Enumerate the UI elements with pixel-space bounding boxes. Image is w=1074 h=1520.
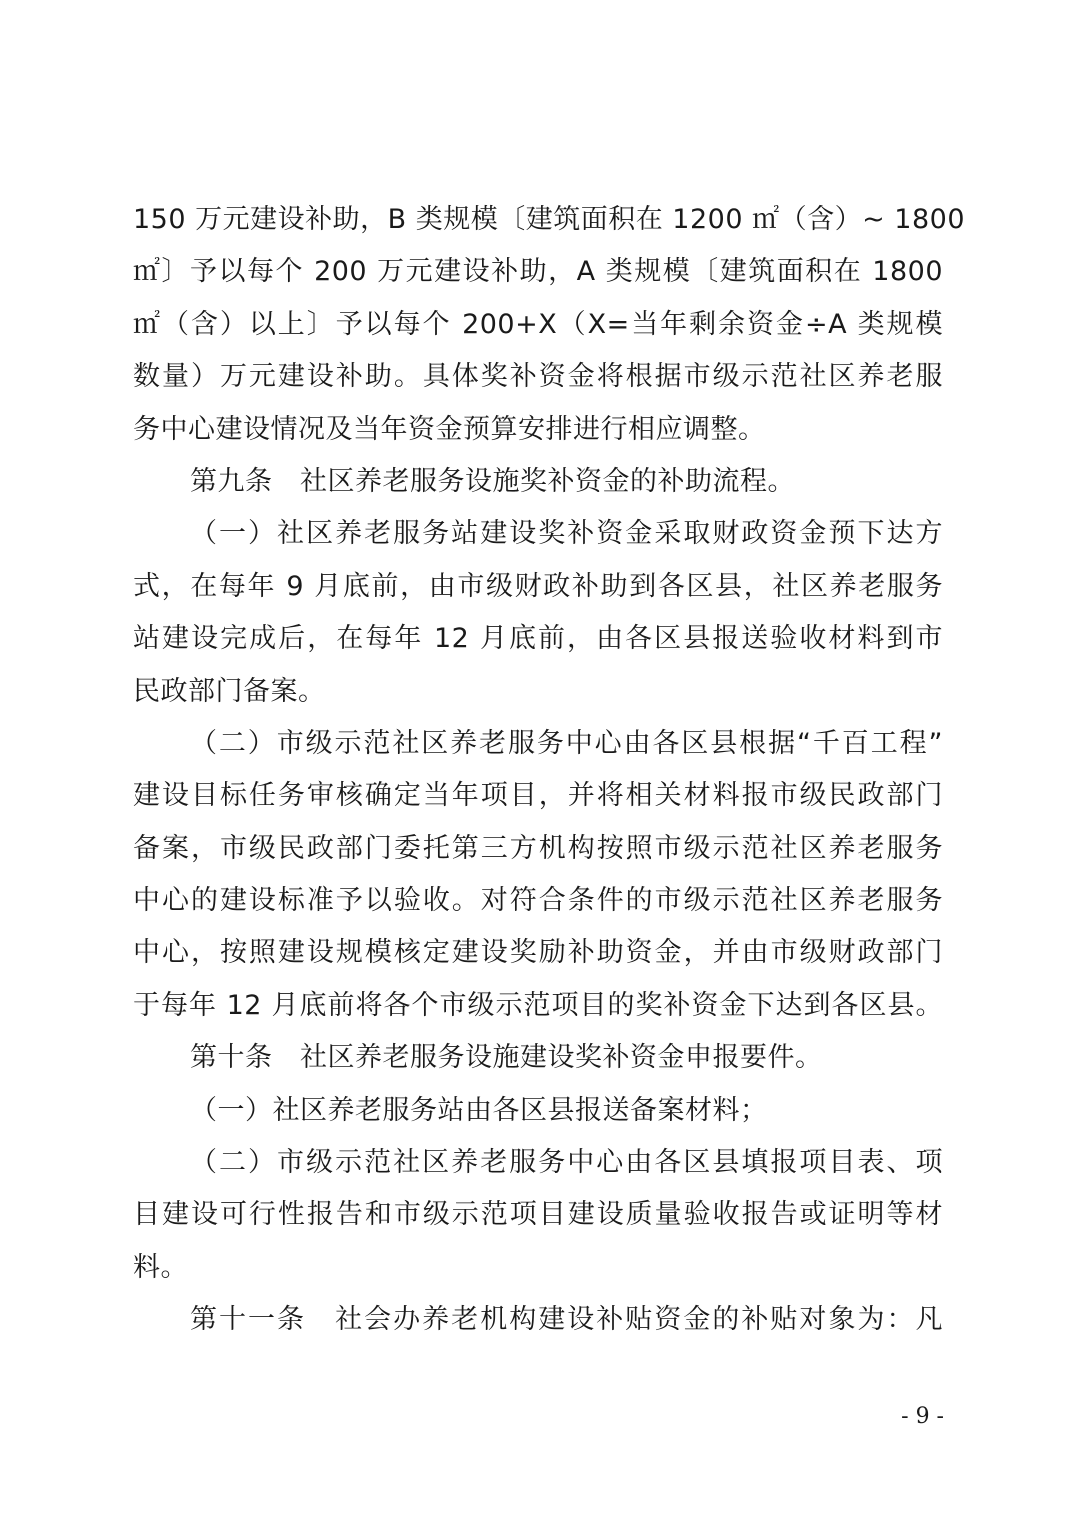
text-line: 建设目标任务审核确定当年项目，并将相关材料报市级民政部门 [133, 780, 943, 812]
text-line: （二）市级示范社区养老服务中心由各区县填报项目表、项 [190, 1147, 943, 1179]
text-line: （一）社区养老服务站建设奖补资金采取财政资金预下达方 [190, 518, 943, 550]
text-line: 目建设可行性报告和市级示范项目建设质量验收报告或证明等材 [133, 1199, 943, 1231]
text-line: 民政部门备案。 [133, 675, 326, 707]
text-line: ㎡（含）以上〕予以每个 200+X（X=当年剩余资金÷A 类规模 [133, 308, 943, 340]
page-number: - 9 - [901, 1404, 944, 1429]
text-line: 第九条 社区养老服务设施奖补资金的补助流程。 [190, 465, 795, 497]
text-line: 第十条 社区养老服务设施建设奖补资金申报要件。 [190, 1042, 823, 1074]
text-line: （二）市级示范社区养老服务中心由各区县根据“千百工程” [190, 727, 943, 759]
text-line: 中心的建设标准予以验收。对符合条件的市级示范社区养老服务 [133, 885, 943, 917]
text-line: 备案，市级民政部门委托第三方机构按照市级示范社区养老服务 [133, 832, 943, 864]
text-line: 站建设完成后，在每年 12 月底前，由各区县报送验收材料到市 [133, 623, 943, 655]
text-line: 第十一条 社会办养老机构建设补贴资金的补贴对象为：凡 [190, 1304, 943, 1336]
text-line: 于每年 12 月底前将各个市级示范项目的奖补资金下达到各区县。 [133, 989, 943, 1021]
text-line: （一）社区养老服务站由各区县报送备案材料； [190, 1094, 768, 1126]
text-line: 数量）万元建设补助。具体奖补资金将根据市级示范社区养老服 [133, 361, 943, 393]
text-line: ㎡〕予以每个 200 万元建设补助，A 类规模〔建筑面积在 1800 [133, 256, 943, 288]
body-text [133, 194, 966, 1347]
text-line: 务中心建设情况及当年资金预算安排进行相应调整。 [133, 413, 766, 445]
text-line: 料。 [133, 1251, 188, 1283]
text-line: 150 万元建设补助，B 类规模〔建筑面积在 1200 ㎡（含）~ 1800 [133, 204, 966, 235]
text-line: 式，在每年 9 月底前，由市级财政补助到各区县，社区养老服务 [133, 570, 943, 602]
text-line: 中心，按照建设规模核定建设奖励补助资金，并由市级财政部门 [133, 937, 943, 969]
